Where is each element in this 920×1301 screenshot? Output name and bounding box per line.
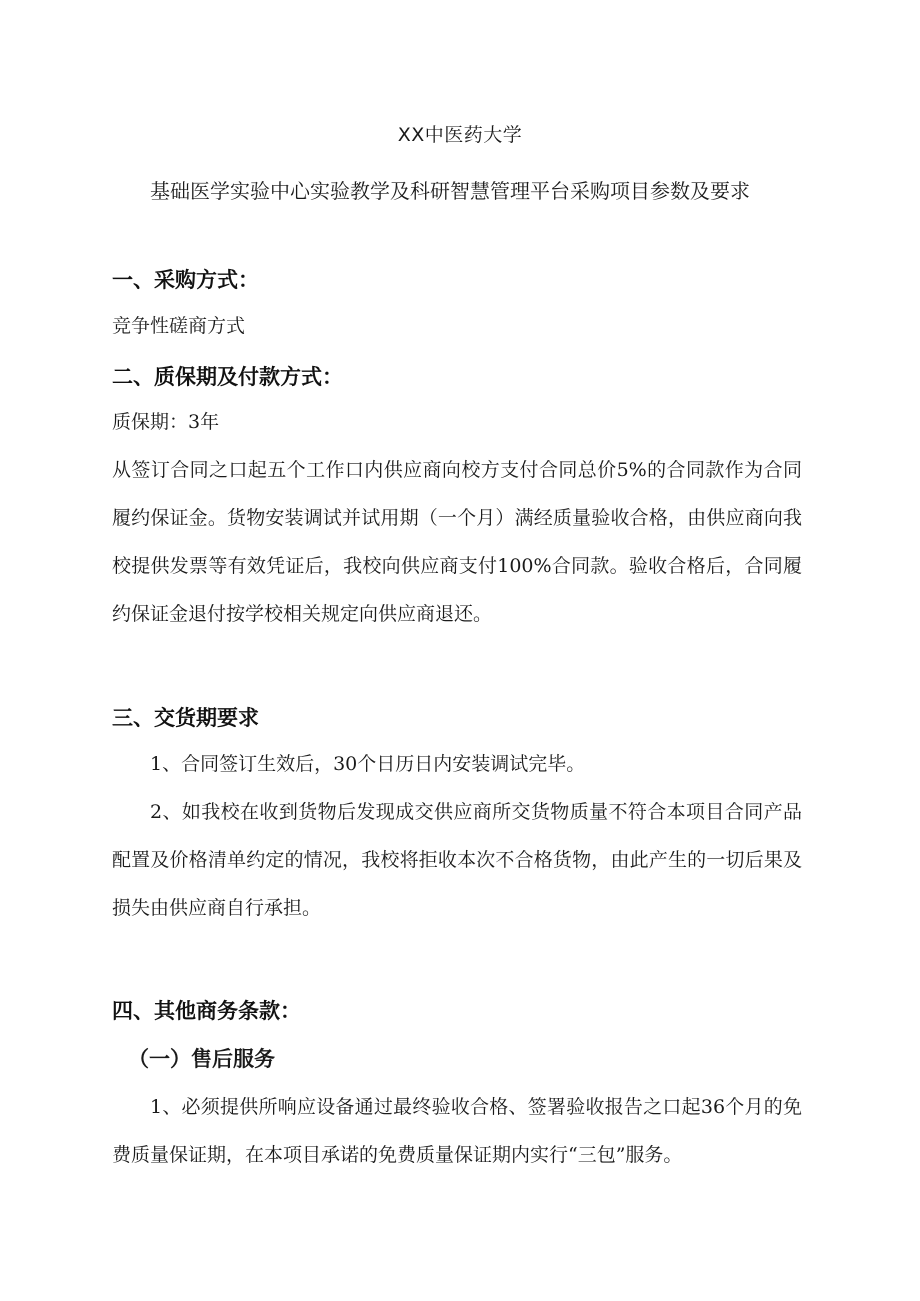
section-2-heading: 二、质保期及付款方式： bbox=[112, 365, 343, 389]
section-3-item-1: 1、合同签订生效后，30个日历日内安装调试完毕。 bbox=[150, 753, 586, 775]
section-1-heading: 一、采购方式： bbox=[112, 268, 259, 292]
section-4-heading: 四、其他商务条款： bbox=[112, 999, 301, 1023]
document-title: XX中医药大学 bbox=[397, 124, 523, 146]
section-3-item-2: 2、如我校在收到货物后发现成交供应商所交货物质量不符合本项目合同产品配置及价格清单约定的情况，我校将拒收本次不合格货物，由此产生的一切后果及损失由供应商自行承担。 bbox=[112, 801, 802, 919]
section-3-heading: 三、交货期要求 bbox=[112, 706, 259, 730]
section-4-item-1: 1、必须提供所响应设备通过最终验收合格、签署验收报告之口起36个月的免费质量保证期，在本项目承诺的免费质量保证期内实行“三包”服务。 bbox=[112, 1096, 802, 1166]
section-1-body: 竞争性磋商方式 bbox=[112, 315, 246, 337]
section-2-warranty: 质保期：3年 bbox=[112, 411, 220, 433]
section-4-subheading-after-sales: （一）售后服务 bbox=[128, 1047, 275, 1071]
document-subtitle: 基础医学实验中心实验教学及科研智慧管理平台采购项目参数及要求 bbox=[150, 179, 750, 203]
section-2-body: 从签订合同之口起五个工作口内供应商向校方支付合同总价5%的合同款作为合同履约保证金。货物安装调试并试用期（一个月）满经质量验收合格，由供应商向我校提供发票等有效凭证后，我校向供应商支付100%合同款。验收合格后，合同履约保证金退付按学校相关规定向供应商退还。 bbox=[112, 459, 802, 625]
